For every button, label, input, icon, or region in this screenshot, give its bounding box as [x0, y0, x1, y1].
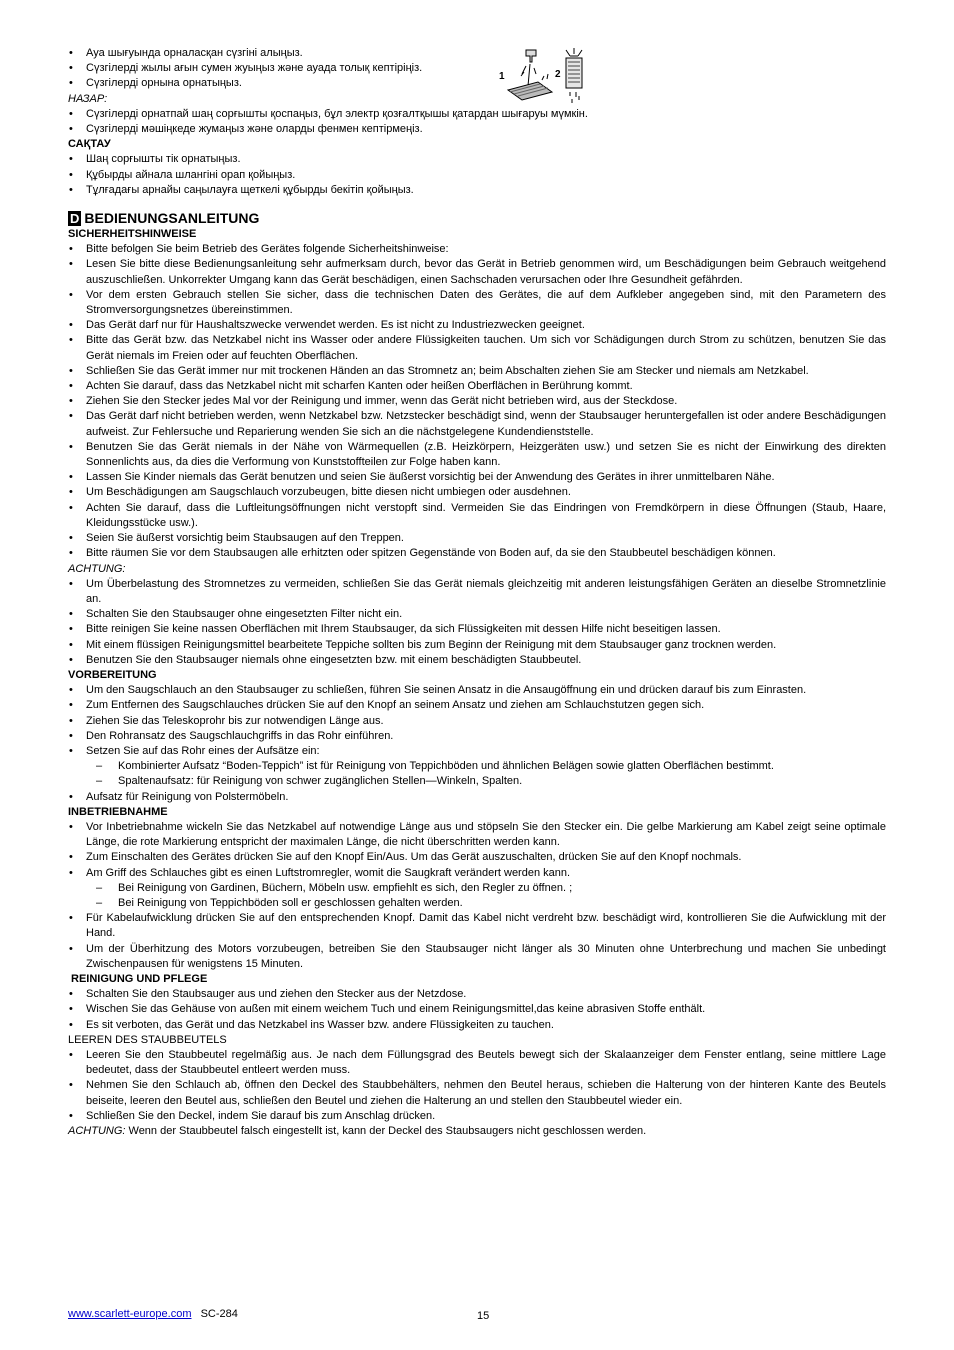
achtung-list [68, 577, 886, 668]
list-item: • Achten Sie darauf, dass die Luftleitungsöffnungen nicht verstopft sind. Vermeiden Sie das Eindringen von Fremdkörpern in diese Öffnungen (Staub, Haare, Kleidungsstücke usw.). [68, 501, 886, 531]
list-item: • Es sit verboten, das Gerät und das Netzkabel ins Wasser bzw. andere Flüssigkeiten zu tauchen. [68, 1018, 886, 1033]
list-item: • Lassen Sie Kinder niemals das Gerät benutzen und seien Sie äußerst vorsichtig bei der Anwendung des Gerätes in ihrer unmittelbaren Nähe. [68, 470, 886, 485]
list-item: • Шаң сорғышты тік орнатыңыз. [68, 152, 886, 167]
final-note-text: Wenn der Staubbeutel falsch eingestellt ist, kann der Deckel des Staubsaugers nicht geschlossen werden. [125, 1125, 647, 1138]
final-note-label: ACHTUNG: [68, 1125, 126, 1138]
list-item: • Bitte reinigen Sie keine nassen Oberflächen mit Ihrem Staubsauger, da sich Flüssigkeiten mit dessen Hilfe nicht beseitigen lassen. [68, 622, 886, 637]
list-item: • Lesen Sie bitte diese Bedienungsanleitung sehr aufmerksam durch, bevor das Gerät in Betrieb genommen wird, um Beschädigungen beim Gebrauch weitgehend auszuschließen. Unkorrekter Umgang kann das Gerät beschädigen, einen Sachschaden verursachen oder Ihre Gesundheit gefährden. [68, 257, 886, 287]
achtung-label: ACHTUNG: [68, 562, 126, 575]
list-item: • Bitte das Gerät bzw. das Netzkabel nicht ins Wasser oder andere Flüssigkeiten tauchen. Um sich vor Schädigungen durch Strom zu schützen, benutzen Sie das Gerät niemals im Freien oder auf feuchten Oberflächen. [68, 333, 886, 363]
list-item: • Schließen Sie den Deckel, indem Sie darauf bis zum Anschlag drücken. [68, 1109, 886, 1124]
preparation-heading: VORBEREITUNG [68, 668, 157, 681]
emptying-list [68, 1048, 886, 1124]
page-content [68, 46, 886, 1139]
cleaning-heading: REINIGUNG UND PFLEGE [71, 972, 208, 985]
operation-heading: INBETRIEBNAHME [68, 805, 168, 818]
list-item: • Um Beschädigungen am Saugschlauch vorzubeugen, bitte diesen nicht umbiegen oder ausdehnen. [68, 485, 886, 500]
list-item: • Ziehen Sie den Stecker jedes Mal vor der Reinigung und immer, wenn das Gerät nicht betrieben wird, aus der Steckdose. [68, 394, 886, 409]
list-item: • Құбырды айнала шлангіні орап қойыңыз. [68, 168, 886, 183]
dash-item: – Bei Reinigung von Teppichböden soll er geschlossen gehalten werden. [96, 896, 463, 909]
list-item: • Тұлғадағы арнайы саңылауға щеткелі құбырды бекітіп қойыңыз. [68, 183, 886, 198]
emptying-heading: LEEREN DES STAUBBEUTELS [68, 1033, 227, 1046]
safety-list [68, 242, 886, 561]
list-item: • Nehmen Sie den Schlauch ab, öffnen den Deckel des Staubbehälters, nehmen den Beutel heraus, schieben die Halterung von der hinteren Kante des Beutels beiseite, leeren den Beutel aus, schließen den Beutel und ziehen die Halterung an und stellen den Staubbeutel wieder ein. [68, 1078, 886, 1108]
operation-list [68, 820, 886, 881]
list-item: • Schalten Sie den Staubsauger aus und ziehen den Stecker aus der Netzdose. [68, 987, 886, 1002]
list-item: • Achten Sie darauf, dass das Netzkabel nicht mit scharfen Kanten oder heißen Oberflächen in Berührung kommt. [68, 379, 886, 394]
list-item: • Leeren Sie den Staubbeutel regelmäßig aus. Je nach dem Füllungsgrad des Beutels bewegt sich der Skalaanzeiger dem Fenster entlang, seine mittlere Lage bedeutet, dass der Staubbeutel entleert werden muss. [68, 1048, 886, 1078]
kz-storage-list [68, 152, 886, 198]
list-item: • Wischen Sie das Gehäuse von außen mit einem weichem Tuch und einem Reinigungsmittel,das keine abrasiven Stoffe enthält. [68, 1002, 886, 1017]
list-item: • Bitte befolgen Sie beim Betrieb des Gerätes folgende Sicherheitshinweise: [68, 242, 886, 257]
list-item: • Benutzen Sie den Staubsauger niemals ohne eingesetzten bzw. mit einem beschädigten Staubbeutel. [68, 653, 886, 668]
page-number: 15 [477, 1310, 490, 1322]
final-note [68, 1124, 886, 1139]
operation-list-2 [68, 911, 886, 972]
section-title [68, 209, 886, 227]
list-item: • Bitte räumen Sie vor dem Staubsaugen alle erhitzten oder spitzen Gegenstände von Boden auf, da sie den Staubbeutel beschädigen können. [68, 546, 886, 561]
dash-item: – Bei Reinigung von Gardinen, Büchern, Möbeln usw. empfiehlt es sich, den Regler zu öffnen. ; [96, 881, 573, 894]
figure-label-2: 2 [555, 69, 561, 80]
list-item: • Am Griff des Schlauches gibt es einen Luftstromregler, womit die Saugkraft verändert werden kann. [68, 866, 886, 881]
safety-heading: SICHERHEITSHINWEISE [68, 228, 197, 241]
filter-illustration [496, 46, 596, 108]
dash-item: – Spaltenaufsatz: für Reinigung von schwer zugänglichen Stellen—Winkeln, Spalten. [96, 775, 523, 788]
website-link[interactable]: www.scarlett-europe.com [68, 1308, 192, 1320]
cleaning-list [68, 987, 886, 1033]
list-item: • Setzen Sie auf das Rohr eines der Aufsätze ein: [68, 744, 886, 759]
language-badge: D [70, 210, 80, 226]
filter-drying-icon [566, 48, 582, 103]
kz-filter-list [68, 46, 498, 92]
kz-storage-heading: САҚТАУ [68, 138, 111, 151]
list-item: • Vor dem ersten Gebrauch stellen Sie sicher, dass die technischen Daten des Gerätes, die auf dem Aufkleber angegeben sind, mit den Parametern des Stromversorgungsnetzes übereinstimmen. [68, 288, 886, 318]
figure-label-1: 1 [499, 71, 505, 82]
list-item: • Den Rohransatz des Saugschlauchgriffs in das Rohr einführen. [68, 729, 886, 744]
list-item: • Mit einem flüssigen Reinigungsmittel bearbeitete Teppiche sollten bis zum Beginn der Reinigung mit dem Staubsauger ganz trocknen werden. [68, 638, 886, 653]
list-item: • Das Gerät darf nicht betrieben werden, wenn Netzkabel bzw. Netzstecker beschädigt sind, wenn der Staubsauger heruntergefallen ist oder andere Beschädigungen aufweist. Zur Fehlersuche und Reparierung wenden Sie sich an die nächstgelegene Kundendienststelle. [68, 409, 886, 439]
list-item: • Zum Einschalten des Gerätes drücken Sie auf den Knopf Ein/Aus. Um das Gerät auszuschalten, drücken Sie auf den Knopf nochmals. [68, 850, 886, 865]
list-item: • Сүзгілерді орнына орнатыңыз. [68, 76, 498, 91]
list-item: • Für Kabelaufwicklung drücken Sie auf den entsprechenden Knopf. Damit das Kabel nicht verdreht bzw. beschädigt wird, kontrollieren Sie die Aufwicklung mit der Hand. [68, 911, 886, 941]
list-item: • Um der Überhitzung des Motors vorzubeugen, betreiben Sie den Staubsauger nicht länger als 30 Minuten ohne Unterbrechung und machen Sie unbedingt Zwischenpausen für wenigstens 15 Minuten. [68, 942, 886, 972]
kz-warning-list [68, 107, 886, 137]
list-item: • Ауа шығуында орналасқан сүзгіні алыңыз. [68, 46, 498, 61]
list-item: • Ziehen Sie das Teleskoprohr bis zur notwendigen Länge aus. [68, 714, 886, 729]
section-title-text: BEDIENUNGSANLEITUNG [84, 210, 260, 227]
model-number: SC-284 [200, 1308, 238, 1320]
list-item: • Um den Saugschlauch an den Staubsauger zu schließen, führen Sie seinen Ansatz in die Ansaugöffnung ein und drücken darauf bis zum Einrasten. [68, 683, 886, 698]
filter-washing-illustration [496, 46, 596, 108]
list-item: • Seien Sie äußerst vorsichtig beim Staubsaugen auf den Treppen. [68, 531, 886, 546]
list-item: • Schließen Sie das Gerät immer nur mit trockenen Händen an das Stromnetz an; beim Abschalten ziehen Sie am Stecker und niemals am Netzkabel. [68, 364, 886, 379]
list-item: • Um Überbelastung des Stromnetzes zu vermeiden, schließen Sie das Gerät niemals gleichzeitig mit anderen leistungsfähigen Geräten an dieselbe Stromnetzlinie an. [68, 577, 886, 607]
faucet-icon [508, 50, 552, 100]
list-item: • Vor Inbetriebnahme wickeln Sie das Netzkabel auf notwendige Länge aus und stöpseln Sie den Stecker ein. Die gelbe Markierung am Kabel zeigt seine optimale Länge, die rote Markierung entspricht der maximalen Länge, die nicht überschritten werden kann. [68, 820, 886, 850]
list-item: • Сүзгілерді жылы ағын сумен жуыңыз және ауада толық кептіріңіз. [68, 61, 498, 76]
list-item: • Das Gerät darf nur für Haushaltszwecke verwendet werden. Es ist nicht zu Industriezwecken geeignet. [68, 318, 886, 333]
list-item: • Aufsatz für Reinigung von Polstermöbeln. [68, 790, 886, 805]
list-item: • Schalten Sie den Staubsauger ohne eingesetzten Filter nicht ein. [68, 607, 886, 622]
preparation-list [68, 683, 886, 759]
list-item: • Сүзгілерді мәшіңкеде жумаңыз және оларды фенмен кептірмеңіз. [68, 122, 886, 137]
list-item: • Benutzen Sie das Gerät niemals in der Nähe von Wärmequellen (z.B. Heizkörpern, Heizgeräten usw.) und setzen Sie es nicht der Einwirkung des direkten Sonnenlichts aus, da dies die Verformung von Kunststoffteilen zur Folge haben kann. [68, 440, 886, 470]
list-item: • Zum Entfernen des Saugschlauches drücken Sie auf den Knopf an seinem Ansatz und ziehen am Schlauchstutzen gegen sich. [68, 698, 886, 713]
dash-item: – Kombinierter Aufsatz “Boden-Teppich” ist für Reinigung von Teppichböden und ähnlichen Belägen sowie glatten Oberflächen bestimmt. [96, 760, 774, 773]
kz-warning-label: НАЗАР: [68, 92, 108, 105]
list-item: • Сүзгілерді орнатпай шаң сорғышты қоспаңыз, бұл электр қозғалтқышы қатардан шығаруы мүмкін. [68, 107, 886, 122]
